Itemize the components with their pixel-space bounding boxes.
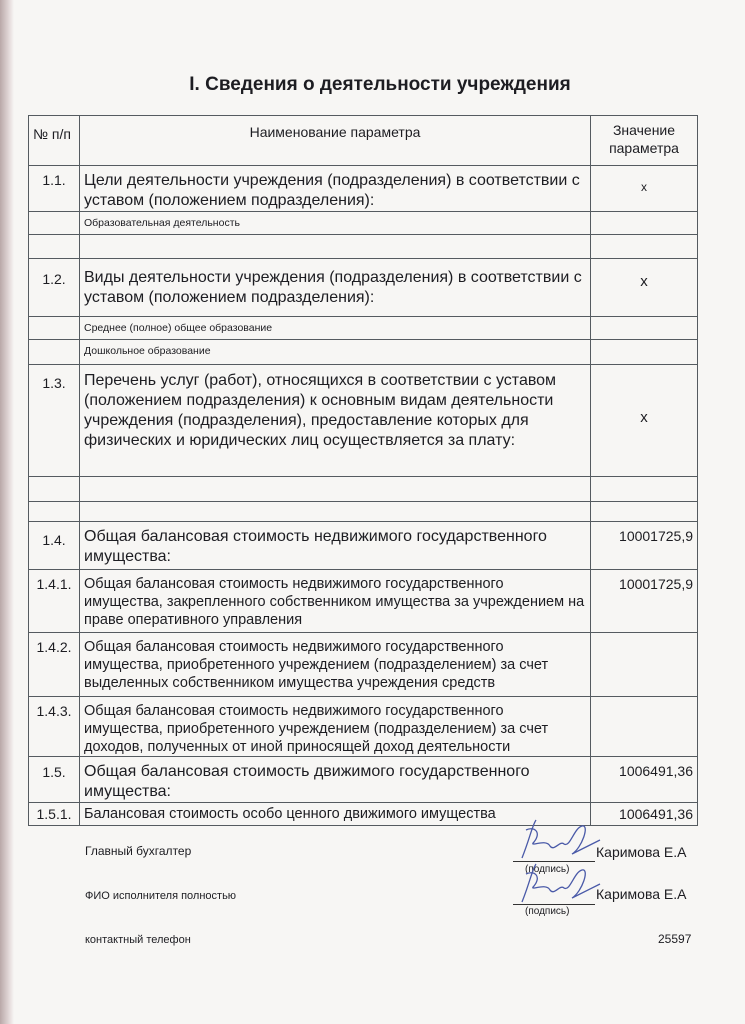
executor-name: Каримова Е.А — [596, 886, 687, 902]
table-row — [29, 259, 698, 317]
row-num: 1.2. — [29, 259, 80, 317]
row-name: Общая балансовая стоимость недвижимого государственного имущества, закрепленного собственником имущества за учреждением на праве оперативного управления — [80, 570, 591, 633]
row-value — [591, 502, 698, 522]
row-num: 1.5. — [29, 757, 80, 803]
row-name: Цели деятельности учреждения (подразделения) в соответствии с уставом (положением подразделения): — [80, 166, 591, 212]
row-name: Среднее (полное) общее образование — [80, 317, 591, 340]
chief-accountant-name: Каримова Е.А — [596, 844, 687, 860]
row-value: x — [591, 365, 698, 477]
row-name: Балансовая стоимость особо ценного движимого имущества — [80, 803, 591, 826]
row-name: Виды деятельности учреждения (подразделения) в соответствии с уставом (положением подразделения): — [80, 259, 591, 317]
row-name — [80, 502, 591, 522]
row-value — [591, 697, 698, 757]
table-row — [29, 697, 698, 757]
table-row — [29, 633, 698, 697]
row-name: Общая балансовая стоимость движимого государственного имущества: — [80, 757, 591, 803]
row-value — [591, 633, 698, 697]
table-row — [29, 477, 698, 502]
table-row — [29, 340, 698, 365]
row-name — [80, 477, 591, 502]
row-name: Перечень услуг (работ), относящихся в соответствии с уставом (положением подразделения) к основным видам деятельности учреждения (подразделения), предоставление которых для физических и юридических лиц осуществляется за плату: — [80, 365, 591, 477]
row-value — [591, 477, 698, 502]
row-name: Общая балансовая стоимость недвижимого государственного имущества, приобретенного учреждением (подразделением) за счет выделенных собственником имущества учреждения средств — [80, 633, 591, 697]
table-row — [29, 757, 698, 803]
page-title: I. Сведения о деятельности учреждения — [189, 74, 571, 95]
table-row — [29, 317, 698, 340]
row-num — [29, 340, 80, 365]
header-value: Значение параметра — [591, 116, 698, 166]
scan-edge — [0, 0, 14, 1024]
row-value: 1006491,36 — [591, 803, 698, 826]
signature-icon — [512, 818, 602, 864]
row-name: Общая балансовая стоимость недвижимого государственного имущества: — [80, 522, 591, 570]
row-value — [591, 317, 698, 340]
table-row — [29, 212, 698, 235]
row-num: 1.3. — [29, 365, 80, 477]
row-num: 1.4.2. — [29, 633, 80, 697]
row-name: Дошкольное образование — [80, 340, 591, 365]
table-row — [29, 502, 698, 522]
row-num — [29, 317, 80, 340]
header-name: Наименование параметра — [80, 116, 591, 166]
executor-label: ФИО исполнителя полностью — [85, 890, 237, 902]
phone-label: контактный телефон — [85, 934, 191, 946]
row-value: x — [591, 166, 698, 212]
signature-icon — [512, 862, 602, 908]
phone-value: 25597 — [658, 932, 692, 946]
row-num — [29, 235, 80, 259]
row-name — [80, 235, 591, 259]
row-value — [591, 235, 698, 259]
row-value — [591, 212, 698, 235]
chief-accountant-label: Главный бухгалтер — [85, 844, 192, 858]
row-value: 10001725,9 — [591, 522, 698, 570]
row-num: 1.4.3. — [29, 697, 80, 757]
row-num: 1.4. — [29, 522, 80, 570]
row-num — [29, 212, 80, 235]
activity-table — [28, 115, 698, 826]
row-num: 1.4.1. — [29, 570, 80, 633]
row-value: 10001725,9 — [591, 570, 698, 633]
header-num: № п/п — [29, 116, 80, 166]
table-row — [29, 570, 698, 633]
row-name: Образовательная деятельность — [80, 212, 591, 235]
row-num — [29, 477, 80, 502]
row-num — [29, 502, 80, 522]
signature-caption: (подпись) — [525, 906, 570, 917]
table-row — [29, 235, 698, 259]
row-num: 1.1. — [29, 166, 80, 212]
row-name: Общая балансовая стоимость недвижимого государственного имущества, приобретенного учреждением (подразделением) за счет доходов, полученных от иной приносящей доход деятельности — [80, 697, 591, 757]
table-header — [29, 116, 698, 166]
table-row — [29, 166, 698, 212]
signature-caption: (подпись) — [525, 864, 570, 875]
row-num: 1.5.1. — [29, 803, 80, 826]
row-value: x — [591, 259, 698, 317]
table-row — [29, 365, 698, 477]
row-value: 1006491,36 — [591, 757, 698, 803]
table-row — [29, 522, 698, 570]
row-value — [591, 340, 698, 365]
